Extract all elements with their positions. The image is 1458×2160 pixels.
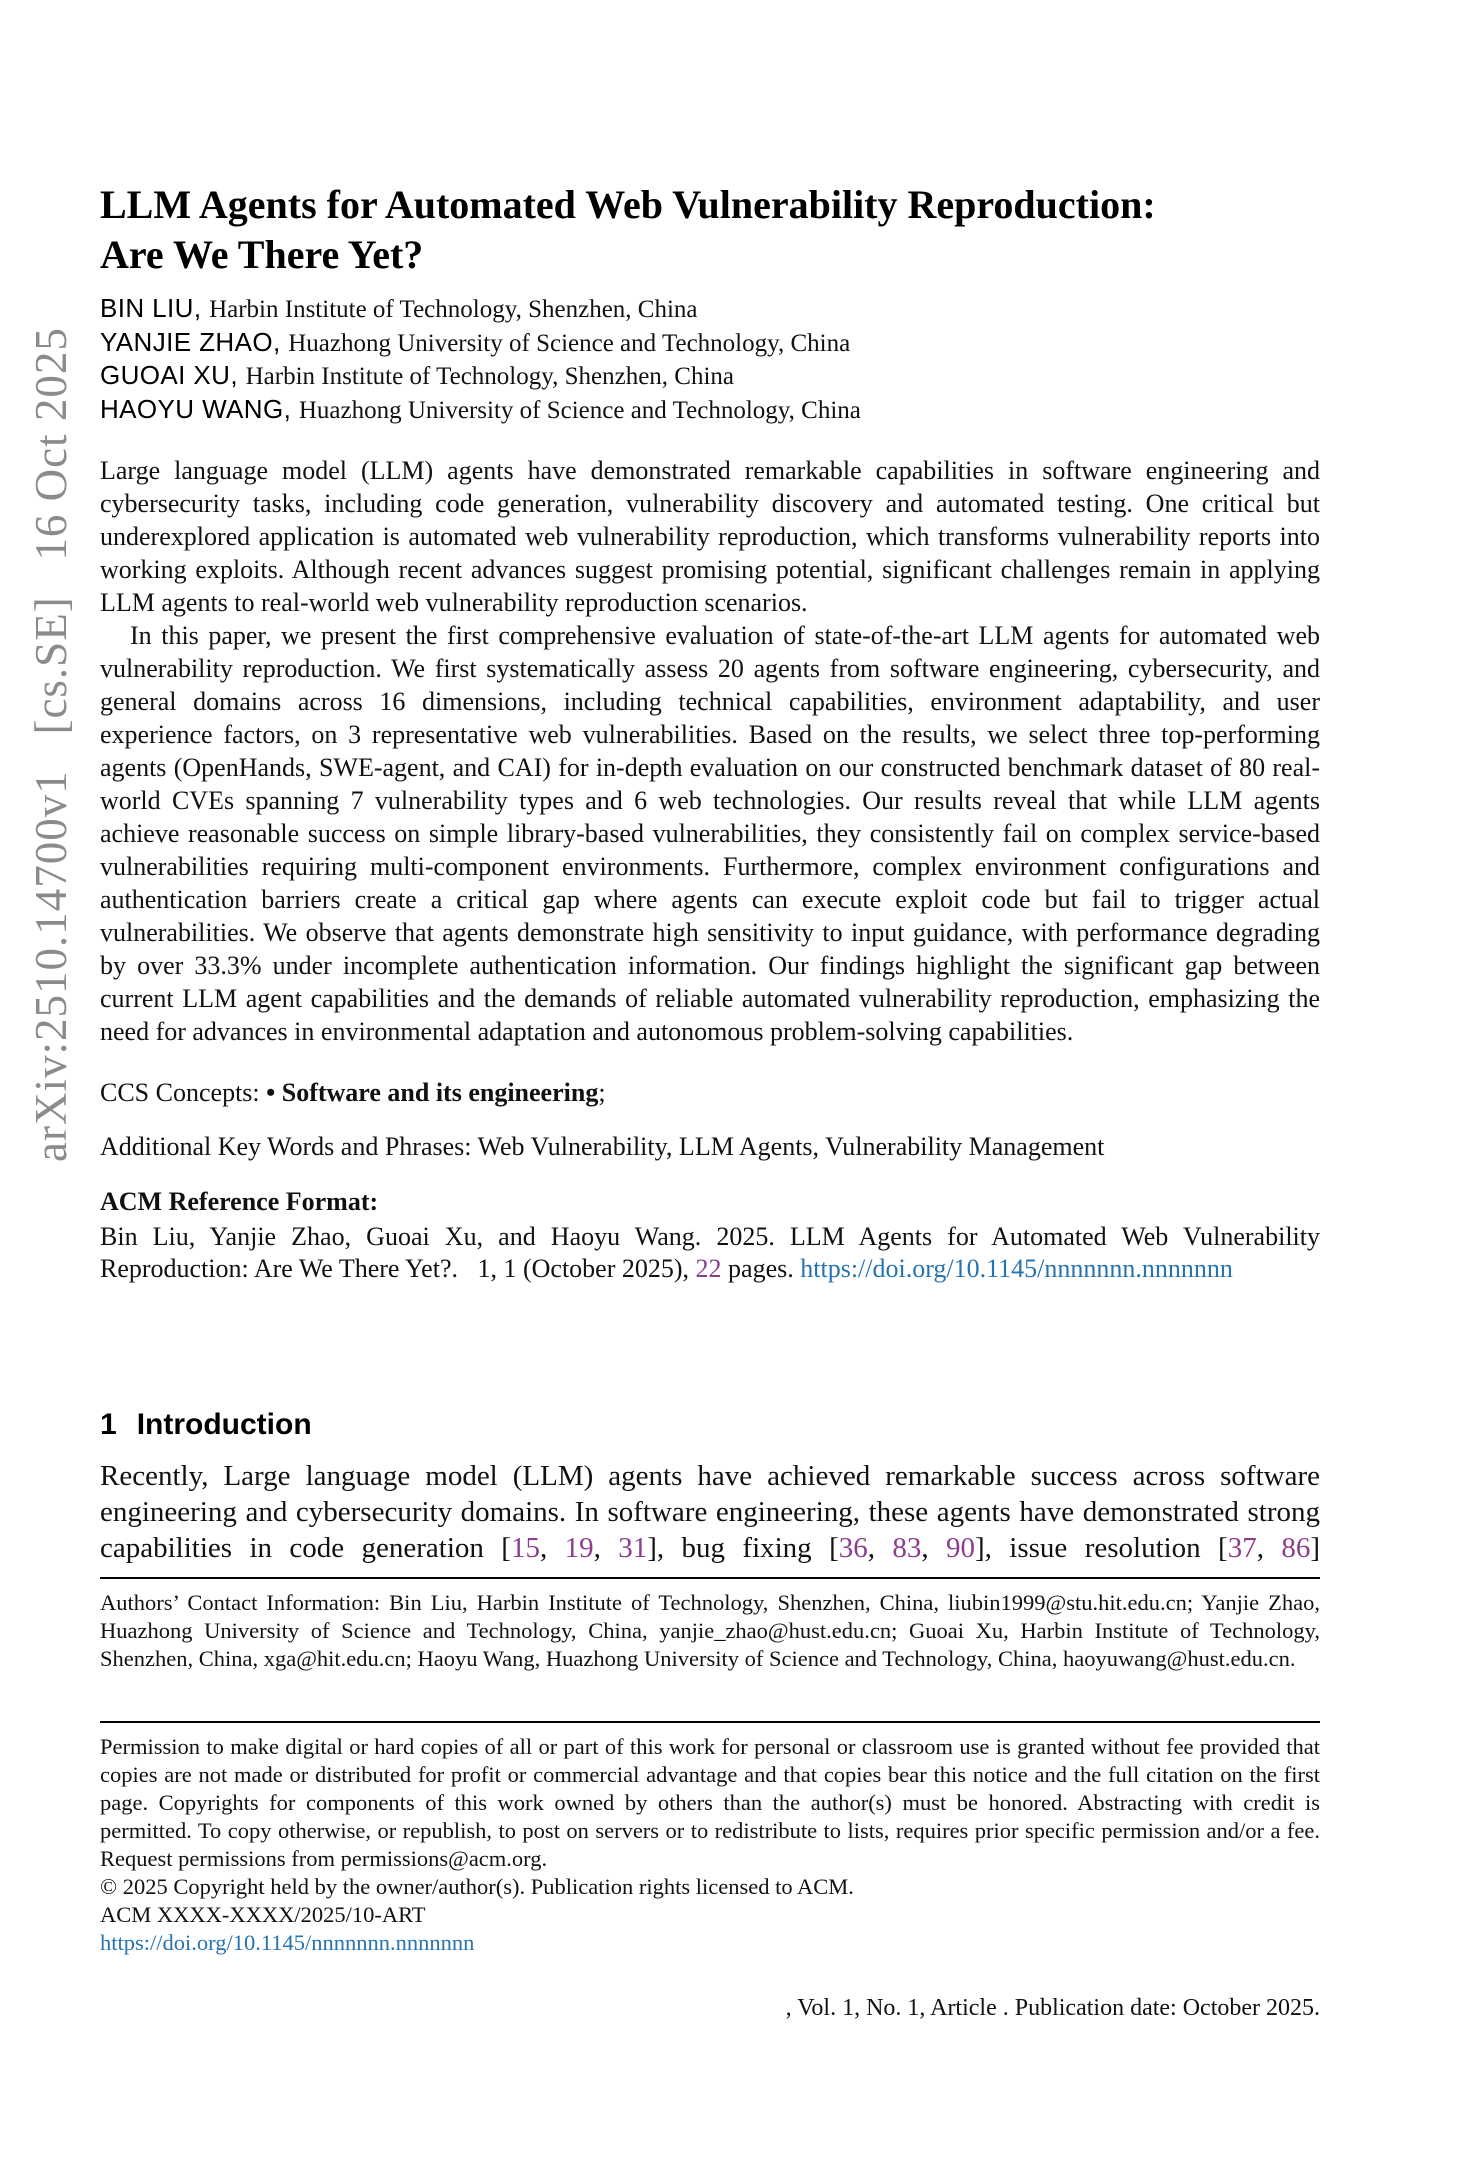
text-segment: ], bug fixing [ (647, 1532, 839, 1564)
author-name-separator: , (283, 393, 299, 424)
author-name-text: BIN LIU (100, 293, 194, 323)
citation-link[interactable]: 90 (946, 1532, 976, 1564)
citation-link[interactable]: 19 (564, 1532, 594, 1564)
text-segment: , (921, 1532, 947, 1564)
author-name (100, 293, 209, 323)
footnote-rule (100, 1577, 1320, 1579)
text-segment: , (1256, 1532, 1282, 1564)
contact-footnote-block (100, 1577, 1320, 1673)
author-name (100, 360, 246, 390)
paper-title (100, 180, 1320, 280)
section-heading (100, 1408, 1320, 1442)
keywords-line: Additional Key Words and Phrases: Web Vulnerability, LLM Agents, Vulnerability Management (100, 1132, 1105, 1161)
citation-link[interactable]: 36 (838, 1532, 868, 1564)
author-affiliation: Huazhong University of Science and Technology, China (298, 396, 861, 424)
abstract-paragraph-2: In this paper, we present the first comprehensive evaluation of state-of-the-art LLM agents for automated web vulnerability reproduction. We first systematically assess 20 agents from software engineering, cybersecurity, and general domains across 16 dimensions, including technical capabilities, environment adaptability, and user experience factors, on 3 representative web vulnerabilities. Based on the results, we select three top-performing agents (OpenHands, SWE-agent, and CAI) for in-depth evaluation on our constructed benchmark dataset of 80 real-world CVEs spanning 7 vulnerability types and 6 web technologies. Our results reveal that while LLM agents achieve reasonable success on simple library-based vulnerabilities, they consistently fail on complex service-based vulnerabilities requiring multi-component environments. Furthermore, complex environment configurations and authentication barriers create a critical gap where agents can execute exploit code but fail to trigger actual vulnerabilities. We observe that agents demonstrate high sensitivity to input guidance, with performance degrading by over 33.3% under incomplete authentication information. Our findings highlight the significant gap between current LLM agent capabilities and the demands of reliable automated vulnerability reproduction, emphasizing the need for advances in environmental adaptation and autonomous problem-solving capabilities. (100, 621, 1320, 1046)
acm-reference-block (100, 1187, 1320, 1285)
copyright-line: © 2025 Copyright held by the owner/author(s). Publication rights licensed to ACM. (100, 1874, 854, 1899)
citation-link[interactable]: 37 (1227, 1532, 1257, 1564)
text-segment: ] (1310, 1532, 1321, 1564)
author-name-separator: , (272, 326, 289, 357)
section-number: 1 (100, 1408, 117, 1441)
author-name (100, 327, 288, 357)
acm-reference-text (100, 1221, 1320, 1285)
text-segment: CCS Concepts: (100, 1078, 267, 1107)
paper-title-line1: LLM Agents for Automated Web Vulnerability Reproduction: (100, 182, 1156, 227)
ccs-concepts (100, 1077, 1320, 1109)
text-segment: pages. (721, 1254, 801, 1283)
text-segment: ; (598, 1078, 606, 1107)
introduction-section (100, 1408, 1320, 1566)
permission-block (100, 1721, 1320, 1957)
author-row (100, 328, 1320, 362)
acm-issn-line: ACM XXXX-XXXX/2025/10-ART (100, 1902, 426, 1927)
author-name-text: HAOYU WANG (100, 393, 284, 424)
author-name (100, 394, 299, 424)
author-affiliation: Harbin Institute of Technology, Shenzhen, China (209, 296, 698, 323)
text-segment: Bin Liu, Yanjie Zhao, Guoai Xu, and Haoyu Wang. 2025. LLM Agents for Automated Web Vulnerability Reproduction: Are We There Yet?. 1, 1 (October 2025), (100, 1222, 1320, 1283)
text-segment: , (539, 1532, 565, 1564)
abstract (100, 454, 1320, 1048)
section-title: Introduction (136, 1408, 312, 1441)
introduction-paragraph (100, 1458, 1320, 1566)
author-name-separator: , (230, 360, 246, 390)
permission-rule (100, 1721, 1320, 1723)
paper-title-line2: Are We There Yet? (100, 232, 424, 277)
text-segment: , (593, 1532, 619, 1564)
author-row (100, 395, 1320, 429)
citation-link[interactable]: 83 (892, 1532, 922, 1564)
text-segment: Recently, Large language model (LLM) agents have achieved remarkable success across software engineering and cybersecurity domains. In software engineering, these agents have demonstrated strong capabilities in code generation [ (100, 1460, 1320, 1564)
text-segment: , (867, 1532, 893, 1564)
author-row (100, 361, 1320, 395)
arxiv-watermark: arXiv:2510.14700v1 [cs.SE] 16 Oct 2025 (26, 327, 76, 1162)
doi-line (100, 1929, 1320, 1957)
abstract-paragraph-1: Large language model (LLM) agents have demonstrated remarkable capabilities in software engineering and cybersecurity tasks, including code generation, vulnerability discovery and automated testing. One critical but underexplored application is automated web vulnerability reproduction, which transforms vulnerability reports into working exploits. Although recent advances suggest promising potential, significant challenges remain in applying LLM agents to real-world web vulnerability reproduction scenarios. (100, 456, 1320, 617)
contact-footnote-text: Authors’ Contact Information: Bin Liu, Harbin Institute of Technology, Shenzhen, China, liubin1999@stu.hit.edu.cn; Yanjie Zhao, Huazhong University of Science and Technology, China, yanjie_zhao@hust.edu.cn; Guoai Xu, Harbin Institute of Technology, Shenzhen, China, xga@hit.edu.cn; Haoyu Wang, Huazhong University of Science and Technology, China, haoyuwang@hust.edu.cn. (100, 1590, 1320, 1671)
author-affiliation: Huazhong University of Science and Technology, China (288, 329, 851, 357)
url-link[interactable]: https://doi.org/10.1145/nnnnnnn.nnnnnnn (100, 1930, 475, 1955)
author-affiliation: Harbin Institute of Technology, Shenzhen, China (245, 363, 735, 390)
front-matter (100, 180, 1320, 1285)
author-row (100, 294, 1320, 328)
text-segment: ], issue resolution [ (975, 1532, 1228, 1564)
permission-text: Permission to make digital or hard copies of all or part of this work for personal or classroom use is granted without fee provided that copies are not made or distributed for profit or commercial advantage and that copies bear this notice and the full citation on the first page. Copyrights for components of this work owned by others than the author(s) must be honored. Abstracting with credit is permitted. To copy otherwise, or republish, to post on servers or to redistribute to lists, requires prior specific permission and/or a fee. Request permissions from permissions@acm.org. (100, 1734, 1320, 1871)
acm-reference-heading: ACM Reference Format: (100, 1187, 379, 1216)
author-name-separator: , (193, 293, 210, 323)
citation-link[interactable]: 15 (510, 1532, 540, 1564)
bold-text: • Software and its engineering (266, 1078, 599, 1107)
citation-link[interactable]: 86 (1281, 1532, 1311, 1564)
url-link[interactable]: https://doi.org/10.1145/nnnnnnn.nnnnnnn (800, 1254, 1233, 1283)
citation-link[interactable]: 31 (618, 1532, 648, 1564)
author-name-text: YANJIE ZHAO (100, 326, 273, 357)
page-footer: , Vol. 1, No. 1, Article . Publication date: October 2025. (785, 1995, 1320, 2021)
author-name-text: GUOAI XU (100, 360, 231, 390)
citation-link[interactable]: 22 (695, 1254, 722, 1283)
